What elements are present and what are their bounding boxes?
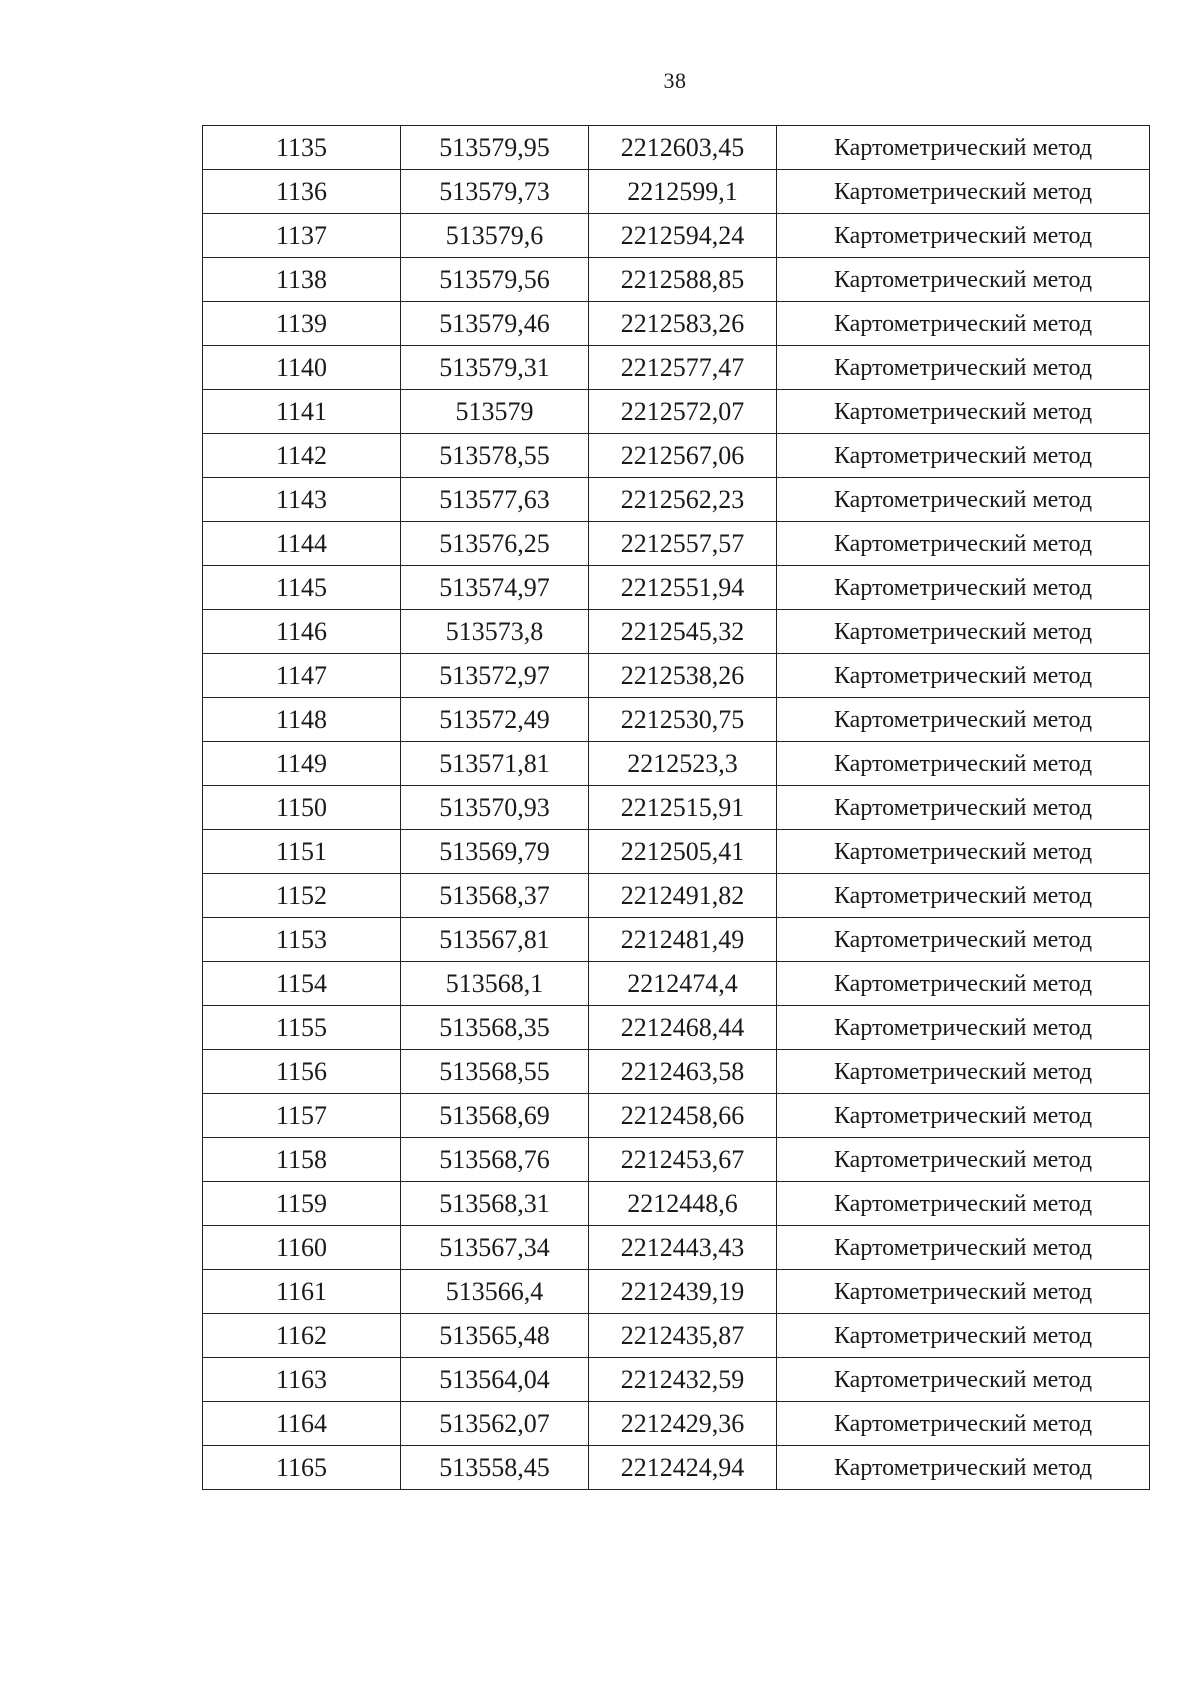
y-coordinate-cell: 2212448,6 <box>589 1182 777 1226</box>
method-cell: Картометрический метод <box>777 1446 1150 1490</box>
table-row <box>203 786 1150 830</box>
table-row <box>203 170 1150 214</box>
method-cell: Картометрический метод <box>777 786 1150 830</box>
point-number-cell: 1160 <box>203 1226 401 1270</box>
method-cell: Картометрический метод <box>777 610 1150 654</box>
method-cell: Картометрический метод <box>777 522 1150 566</box>
table-row <box>203 610 1150 654</box>
x-coordinate-cell: 513570,93 <box>401 786 589 830</box>
table-row <box>203 1226 1150 1270</box>
table-row <box>203 830 1150 874</box>
table-row <box>203 258 1150 302</box>
x-coordinate-cell: 513565,48 <box>401 1314 589 1358</box>
page-number: 38 <box>663 68 687 93</box>
x-coordinate-cell: 513568,76 <box>401 1138 589 1182</box>
y-coordinate-cell: 2212538,26 <box>589 654 777 698</box>
method-cell: Картометрический метод <box>777 1402 1150 1446</box>
x-coordinate-cell: 513562,07 <box>401 1402 589 1446</box>
x-coordinate-cell: 513564,04 <box>401 1358 589 1402</box>
point-number-cell: 1150 <box>203 786 401 830</box>
x-coordinate-cell: 513568,31 <box>401 1182 589 1226</box>
point-number-cell: 1140 <box>203 346 401 390</box>
method-cell: Картометрический метод <box>777 830 1150 874</box>
table-row <box>203 1138 1150 1182</box>
point-number-cell: 1151 <box>203 830 401 874</box>
y-coordinate-cell: 2212551,94 <box>589 566 777 610</box>
y-coordinate-cell: 2212545,32 <box>589 610 777 654</box>
x-coordinate-cell: 513568,37 <box>401 874 589 918</box>
y-coordinate-cell: 2212530,75 <box>589 698 777 742</box>
point-number-cell: 1147 <box>203 654 401 698</box>
point-number-cell: 1152 <box>203 874 401 918</box>
method-cell: Картометрический метод <box>777 962 1150 1006</box>
x-coordinate-cell: 513572,49 <box>401 698 589 742</box>
y-coordinate-cell: 2212443,43 <box>589 1226 777 1270</box>
x-coordinate-cell: 513579,73 <box>401 170 589 214</box>
y-coordinate-cell: 2212567,06 <box>589 434 777 478</box>
method-cell: Картометрический метод <box>777 302 1150 346</box>
x-coordinate-cell: 513577,63 <box>401 478 589 522</box>
point-number-cell: 1145 <box>203 566 401 610</box>
coordinates-table <box>202 125 1150 1490</box>
point-number-cell: 1153 <box>203 918 401 962</box>
method-cell: Картометрический метод <box>777 258 1150 302</box>
x-coordinate-cell: 513576,25 <box>401 522 589 566</box>
y-coordinate-cell: 2212468,44 <box>589 1006 777 1050</box>
point-number-cell: 1141 <box>203 390 401 434</box>
point-number-cell: 1163 <box>203 1358 401 1402</box>
method-cell: Картометрический метод <box>777 1226 1150 1270</box>
y-coordinate-cell: 2212594,24 <box>589 214 777 258</box>
y-coordinate-cell: 2212562,23 <box>589 478 777 522</box>
x-coordinate-cell: 513579,46 <box>401 302 589 346</box>
point-number-cell: 1155 <box>203 1006 401 1050</box>
point-number-cell: 1159 <box>203 1182 401 1226</box>
y-coordinate-cell: 2212474,4 <box>589 962 777 1006</box>
method-cell: Картометрический метод <box>777 126 1150 170</box>
table-row <box>203 214 1150 258</box>
point-number-cell: 1137 <box>203 214 401 258</box>
method-cell: Картометрический метод <box>777 434 1150 478</box>
point-number-cell: 1143 <box>203 478 401 522</box>
table-row <box>203 1402 1150 1446</box>
method-cell: Картометрический метод <box>777 1094 1150 1138</box>
coordinates-table-body <box>203 126 1150 1490</box>
table-row <box>203 1358 1150 1402</box>
table-row <box>203 522 1150 566</box>
table-row <box>203 346 1150 390</box>
x-coordinate-cell: 513569,79 <box>401 830 589 874</box>
point-number-cell: 1149 <box>203 742 401 786</box>
method-cell: Картометрический метод <box>777 1358 1150 1402</box>
table-row <box>203 1314 1150 1358</box>
point-number-cell: 1135 <box>203 126 401 170</box>
x-coordinate-cell: 513579,95 <box>401 126 589 170</box>
table-row <box>203 434 1150 478</box>
table-row <box>203 742 1150 786</box>
y-coordinate-cell: 2212572,07 <box>589 390 777 434</box>
point-number-cell: 1146 <box>203 610 401 654</box>
table-row <box>203 1094 1150 1138</box>
method-cell: Картометрический метод <box>777 1270 1150 1314</box>
x-coordinate-cell: 513573,8 <box>401 610 589 654</box>
table-row <box>203 390 1150 434</box>
table-row <box>203 1270 1150 1314</box>
method-cell: Картометрический метод <box>777 698 1150 742</box>
y-coordinate-cell: 2212435,87 <box>589 1314 777 1358</box>
x-coordinate-cell: 513567,34 <box>401 1226 589 1270</box>
y-coordinate-cell: 2212453,67 <box>589 1138 777 1182</box>
y-coordinate-cell: 2212505,41 <box>589 830 777 874</box>
x-coordinate-cell: 513579,6 <box>401 214 589 258</box>
table-row <box>203 1006 1150 1050</box>
y-coordinate-cell: 2212515,91 <box>589 786 777 830</box>
table-row <box>203 478 1150 522</box>
point-number-cell: 1156 <box>203 1050 401 1094</box>
y-coordinate-cell: 2212557,57 <box>589 522 777 566</box>
y-coordinate-cell: 2212481,49 <box>589 918 777 962</box>
point-number-cell: 1158 <box>203 1138 401 1182</box>
y-coordinate-cell: 2212429,36 <box>589 1402 777 1446</box>
table-row <box>203 962 1150 1006</box>
method-cell: Картометрический метод <box>777 346 1150 390</box>
table-row <box>203 874 1150 918</box>
point-number-cell: 1164 <box>203 1402 401 1446</box>
table-row <box>203 1050 1150 1094</box>
point-number-cell: 1136 <box>203 170 401 214</box>
x-coordinate-cell: 513567,81 <box>401 918 589 962</box>
table-row <box>203 698 1150 742</box>
method-cell: Картометрический метод <box>777 390 1150 434</box>
x-coordinate-cell: 513568,69 <box>401 1094 589 1138</box>
point-number-cell: 1139 <box>203 302 401 346</box>
y-coordinate-cell: 2212583,26 <box>589 302 777 346</box>
table-row <box>203 566 1150 610</box>
point-number-cell: 1162 <box>203 1314 401 1358</box>
method-cell: Картометрический метод <box>777 918 1150 962</box>
method-cell: Картометрический метод <box>777 214 1150 258</box>
x-coordinate-cell: 513579 <box>401 390 589 434</box>
point-number-cell: 1144 <box>203 522 401 566</box>
table-row <box>203 654 1150 698</box>
method-cell: Картометрический метод <box>777 1138 1150 1182</box>
method-cell: Картометрический метод <box>777 566 1150 610</box>
y-coordinate-cell: 2212432,59 <box>589 1358 777 1402</box>
x-coordinate-cell: 513568,55 <box>401 1050 589 1094</box>
y-coordinate-cell: 2212458,66 <box>589 1094 777 1138</box>
x-coordinate-cell: 513568,1 <box>401 962 589 1006</box>
x-coordinate-cell: 513572,97 <box>401 654 589 698</box>
point-number-cell: 1154 <box>203 962 401 1006</box>
method-cell: Картометрический метод <box>777 170 1150 214</box>
y-coordinate-cell: 2212603,45 <box>589 126 777 170</box>
point-number-cell: 1148 <box>203 698 401 742</box>
point-number-cell: 1157 <box>203 1094 401 1138</box>
method-cell: Картометрический метод <box>777 478 1150 522</box>
x-coordinate-cell: 513571,81 <box>401 742 589 786</box>
x-coordinate-cell: 513568,35 <box>401 1006 589 1050</box>
x-coordinate-cell: 513558,45 <box>401 1446 589 1490</box>
table-row <box>203 126 1150 170</box>
point-number-cell: 1142 <box>203 434 401 478</box>
x-coordinate-cell: 513579,31 <box>401 346 589 390</box>
y-coordinate-cell: 2212599,1 <box>589 170 777 214</box>
y-coordinate-cell: 2212577,47 <box>589 346 777 390</box>
method-cell: Картометрический метод <box>777 742 1150 786</box>
point-number-cell: 1138 <box>203 258 401 302</box>
y-coordinate-cell: 2212424,94 <box>589 1446 777 1490</box>
x-coordinate-cell: 513574,97 <box>401 566 589 610</box>
method-cell: Картометрический метод <box>777 1314 1150 1358</box>
method-cell: Картометрический метод <box>777 874 1150 918</box>
point-number-cell: 1165 <box>203 1446 401 1490</box>
x-coordinate-cell: 513578,55 <box>401 434 589 478</box>
table-row <box>203 918 1150 962</box>
y-coordinate-cell: 2212439,19 <box>589 1270 777 1314</box>
table-row <box>203 302 1150 346</box>
y-coordinate-cell: 2212463,58 <box>589 1050 777 1094</box>
y-coordinate-cell: 2212588,85 <box>589 258 777 302</box>
y-coordinate-cell: 2212491,82 <box>589 874 777 918</box>
x-coordinate-cell: 513566,4 <box>401 1270 589 1314</box>
y-coordinate-cell: 2212523,3 <box>589 742 777 786</box>
method-cell: Картометрический метод <box>777 654 1150 698</box>
point-number-cell: 1161 <box>203 1270 401 1314</box>
x-coordinate-cell: 513579,56 <box>401 258 589 302</box>
method-cell: Картометрический метод <box>777 1050 1150 1094</box>
method-cell: Картометрический метод <box>777 1182 1150 1226</box>
method-cell: Картометрический метод <box>777 1006 1150 1050</box>
table-row <box>203 1446 1150 1490</box>
table-row <box>203 1182 1150 1226</box>
